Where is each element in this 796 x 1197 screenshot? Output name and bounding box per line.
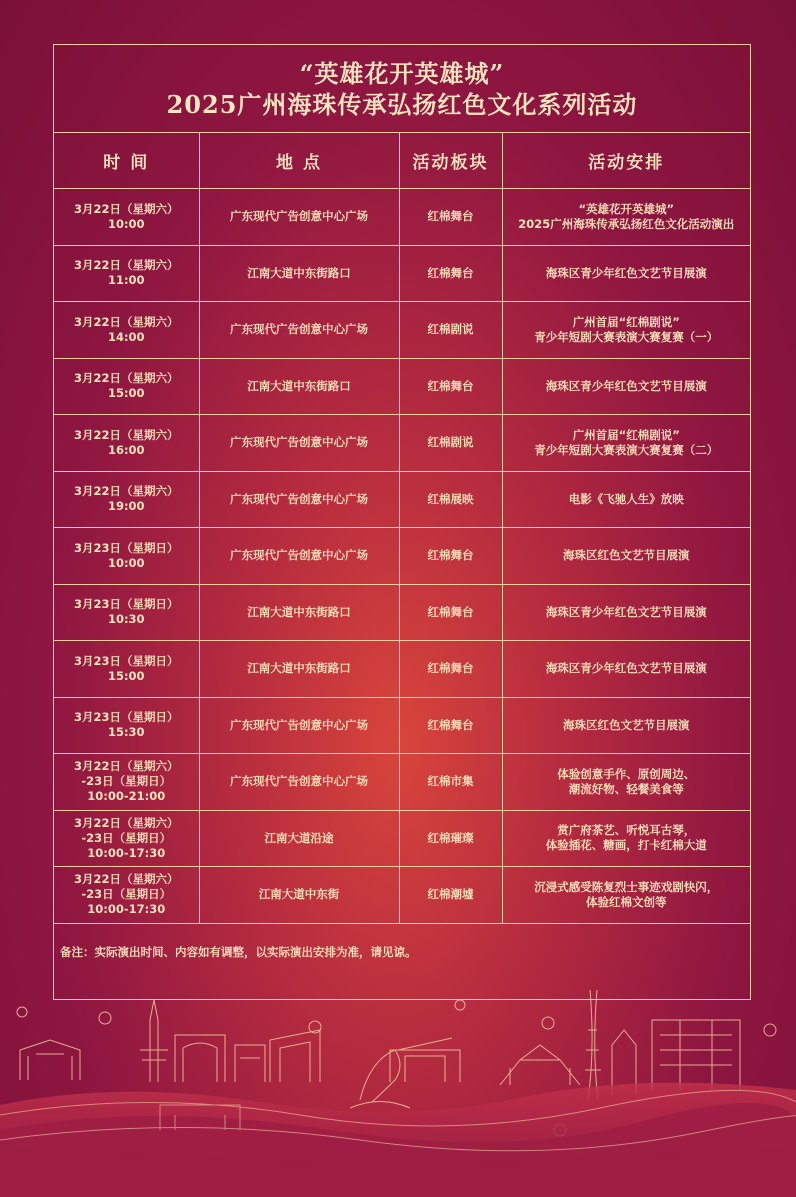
cell-time-line: 10:00-17:30 bbox=[87, 902, 166, 917]
cell-section: 红棉剧说 bbox=[399, 415, 502, 472]
table-row bbox=[54, 415, 750, 472]
cell-time-line: -23日（星期日） bbox=[81, 774, 172, 789]
header-section: 活动板块 bbox=[399, 133, 502, 189]
cell-section: 红棉舞台 bbox=[399, 189, 502, 246]
table-header-row bbox=[54, 133, 750, 189]
cell-section: 红棉舞台 bbox=[399, 584, 502, 641]
cell-arrangement-line: 青少年短剧大赛表演大赛复赛（二） bbox=[534, 442, 719, 457]
cell-place: 江南大道沿途 bbox=[199, 810, 399, 867]
cell-arrangement-line: 海珠区青少年红色文艺节目展演 bbox=[545, 604, 707, 619]
cell-time-line: 3月22日（星期六） bbox=[73, 371, 179, 386]
cell-time-line: 14:00 bbox=[107, 329, 145, 344]
table-row bbox=[54, 302, 750, 359]
cell-section: 红棉剧说 bbox=[399, 302, 502, 359]
cell-arrangement-line: 海珠区红色文艺节目展演 bbox=[563, 548, 690, 563]
cell-section: 红棉璀璨 bbox=[399, 810, 502, 867]
cell-section: 红棉舞台 bbox=[399, 358, 502, 415]
cell-time bbox=[54, 358, 199, 415]
cell-time bbox=[54, 302, 199, 359]
cell-time-line: 3月22日（星期六） bbox=[73, 815, 179, 830]
cell-place: 江南大道中东街路口 bbox=[199, 584, 399, 641]
table-row bbox=[54, 754, 750, 811]
cell-arrangement bbox=[502, 697, 750, 754]
table-row bbox=[54, 245, 750, 302]
table-row bbox=[54, 528, 750, 585]
cell-arrangement bbox=[502, 471, 750, 528]
cell-time-line: 10:00-21:00 bbox=[87, 789, 166, 804]
cell-time-line: 3月23日（星期日） bbox=[73, 710, 179, 725]
cell-time bbox=[54, 189, 199, 246]
cell-arrangement-line: 2025广州海珠传承弘扬红色文化活动演出 bbox=[518, 216, 735, 231]
cell-arrangement-line: “英雄花开英雄城” bbox=[578, 201, 675, 216]
cell-arrangement bbox=[502, 754, 750, 811]
cell-place: 广东现代广告创意中心广场 bbox=[199, 528, 399, 585]
cell-arrangement bbox=[502, 358, 750, 415]
city-skyline-decoration bbox=[0, 990, 796, 1197]
cell-time-line: -23日（星期日） bbox=[81, 887, 172, 902]
cell-arrangement bbox=[502, 189, 750, 246]
cell-time-line: 16:00 bbox=[107, 442, 145, 457]
table-row bbox=[54, 697, 750, 754]
cell-arrangement bbox=[502, 302, 750, 359]
cell-place: 江南大道中东街路口 bbox=[199, 641, 399, 698]
cell-time bbox=[54, 528, 199, 585]
cell-place: 广东现代广告创意中心广场 bbox=[199, 754, 399, 811]
cell-time-line: 10:30 bbox=[107, 612, 145, 627]
header-place: 地 点 bbox=[199, 133, 399, 189]
cell-time-line: 19:00 bbox=[107, 499, 145, 514]
table-row bbox=[54, 471, 750, 528]
cell-time bbox=[54, 810, 199, 867]
cell-arrangement bbox=[502, 810, 750, 867]
cell-time-line: 10:00-17:30 bbox=[87, 845, 166, 860]
table-row bbox=[54, 358, 750, 415]
cell-arrangement-line: 电影《飞驰人生》放映 bbox=[568, 491, 684, 506]
table-row bbox=[54, 867, 750, 924]
cell-section: 红棉市集 bbox=[399, 754, 502, 811]
schedule-table-frame bbox=[53, 44, 751, 1000]
cell-arrangement-line: 沉浸式感受陈复烈士事迹戏剧快闪， bbox=[534, 879, 719, 894]
title-line-1: “英雄花开英雄城” bbox=[299, 59, 505, 88]
cell-time bbox=[54, 584, 199, 641]
cell-time-line: 3月22日（星期六） bbox=[73, 759, 179, 774]
cell-section: 红棉舞台 bbox=[399, 697, 502, 754]
cell-arrangement bbox=[502, 584, 750, 641]
footnote: 备注：实际演出时间、内容如有调整，以实际演出安排为准，请见谅。 bbox=[60, 944, 417, 959]
table-row bbox=[54, 641, 750, 698]
schedule-table bbox=[54, 133, 750, 924]
cell-arrangement-line: 体验创意手作、原创周边、 bbox=[557, 766, 696, 781]
cell-place: 广东现代广告创意中心广场 bbox=[199, 697, 399, 754]
cell-place: 广东现代广告创意中心广场 bbox=[199, 189, 399, 246]
cell-time-line: 10:00 bbox=[107, 555, 145, 570]
cell-section: 红棉舞台 bbox=[399, 245, 502, 302]
cell-time-line: 15:30 bbox=[107, 725, 145, 740]
cell-section: 红棉舞台 bbox=[399, 641, 502, 698]
cell-arrangement bbox=[502, 867, 750, 924]
cell-section: 红棉舞台 bbox=[399, 528, 502, 585]
cell-arrangement-line: 体验红棉文创等 bbox=[586, 894, 667, 909]
cell-time-line: 10:00 bbox=[107, 216, 145, 231]
cell-section: 红棉展映 bbox=[399, 471, 502, 528]
cell-arrangement-line: 广州首届“红棉剧说” bbox=[572, 427, 680, 442]
cell-time bbox=[54, 245, 199, 302]
cell-place: 江南大道中东街路口 bbox=[199, 358, 399, 415]
cell-arrangement-line: 体验插花、糖画，打卡红棉大道 bbox=[545, 838, 707, 853]
cell-arrangement bbox=[502, 528, 750, 585]
cell-time-line: 3月22日（星期六） bbox=[73, 872, 179, 887]
cell-arrangement-line: 青少年短剧大赛表演大赛复赛（一） bbox=[534, 329, 719, 344]
cell-place: 江南大道中东街路口 bbox=[199, 245, 399, 302]
cell-time-line: 15:00 bbox=[107, 386, 145, 401]
cell-place: 广东现代广告创意中心广场 bbox=[199, 471, 399, 528]
cell-arrangement-line: 海珠区青少年红色文艺节目展演 bbox=[545, 265, 707, 280]
cell-arrangement-line: 海珠区青少年红色文艺节目展演 bbox=[545, 661, 707, 676]
cell-time bbox=[54, 697, 199, 754]
cell-section: 红棉潮墟 bbox=[399, 867, 502, 924]
title-block bbox=[54, 45, 750, 133]
cell-time bbox=[54, 641, 199, 698]
table-row bbox=[54, 584, 750, 641]
cell-time bbox=[54, 471, 199, 528]
cell-arrangement bbox=[502, 641, 750, 698]
cell-arrangement-line: 广州首届“红棉剧说” bbox=[572, 314, 680, 329]
cell-time bbox=[54, 415, 199, 472]
cell-time-line: 15:00 bbox=[107, 668, 145, 683]
cell-time bbox=[54, 867, 199, 924]
cell-arrangement-line: 海珠区红色文艺节目展演 bbox=[563, 717, 690, 732]
cell-arrangement-line: 赏广府茶艺、听悦耳古琴， bbox=[557, 823, 696, 838]
cell-time bbox=[54, 754, 199, 811]
cell-time-line: 3月23日（星期日） bbox=[73, 540, 179, 555]
cell-place: 广东现代广告创意中心广场 bbox=[199, 415, 399, 472]
title-line-2: 2025广州海珠传承弘扬红色文化系列活动 bbox=[166, 90, 638, 119]
table-row bbox=[54, 810, 750, 867]
cell-arrangement bbox=[502, 415, 750, 472]
cell-time-line: 3月22日（星期六） bbox=[73, 258, 179, 273]
table-row bbox=[54, 189, 750, 246]
header-time: 时 间 bbox=[54, 133, 199, 189]
cell-arrangement-line: 海珠区青少年红色文艺节目展演 bbox=[545, 378, 707, 393]
cell-time-line: 3月22日（星期六） bbox=[73, 484, 179, 499]
cell-time-line: 3月22日（星期六） bbox=[73, 314, 179, 329]
cell-time-line: 3月22日（星期六） bbox=[73, 427, 179, 442]
cell-time-line: 11:00 bbox=[107, 273, 145, 288]
cell-time-line: -23日（星期日） bbox=[81, 830, 172, 845]
cell-time-line: 3月23日（星期日） bbox=[73, 597, 179, 612]
cell-place: 江南大道中东街 bbox=[199, 867, 399, 924]
cell-time-line: 3月22日（星期六） bbox=[73, 201, 179, 216]
header-arrangement: 活动安排 bbox=[502, 133, 750, 189]
cell-arrangement-line: 潮流好物、轻餐美食等 bbox=[568, 781, 684, 796]
cell-place: 广东现代广告创意中心广场 bbox=[199, 302, 399, 359]
cell-arrangement bbox=[502, 245, 750, 302]
cell-time-line: 3月23日（星期日） bbox=[73, 653, 179, 668]
